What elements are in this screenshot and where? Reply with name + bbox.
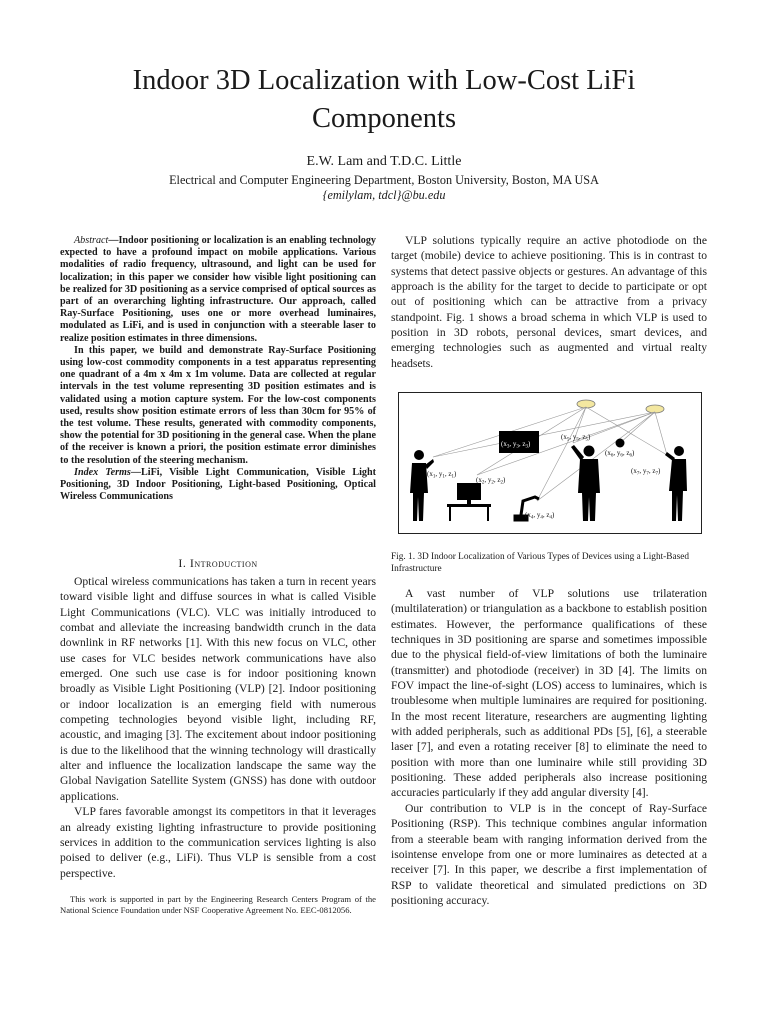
person-left-icon <box>410 450 434 521</box>
label-point-3: ($x_3$, $y_3$, $z_3$) <box>501 440 531 450</box>
luminaire-right <box>646 405 664 413</box>
right-paragraph-3: Our contribution to VLP is in the concept of Ray-Surface Positioning (RSP). This technique combines angular information from a steerable beam with ranging information derived from the isointense envelope from one or more luminaires as detected at a receiver [7]. In this paper, we describe a first implementation of RSP to validate theoretical and simulated predictions on 3D positioning accuracy. <box>391 801 707 907</box>
paper-title: Indoor 3D Localization with Low-Cost LiFi Components <box>132 65 636 134</box>
index-terms-label: Index Terms <box>74 466 131 478</box>
introduction-body <box>60 574 376 881</box>
right-column-top <box>391 233 707 371</box>
figure-1 <box>398 392 702 534</box>
right-paragraph-1: VLP solutions typically require an active photodiode on the target (mobile) device to achieve positioning. This is in contrast to systems that detect passive objects or gestures. An advantage of this approach is the ability for the target to decide to participate or opt out of positioning which can be attractive from a privacy standpoint. Fig. 1 shows a broad schema in which VLP is used to position in 3D robots, personal devices, smart devices, and emerging technologies such as augmented and virtual realty headsets. <box>391 234 707 370</box>
desk-with-monitor-icon <box>447 483 491 521</box>
footnote <box>60 894 376 915</box>
abstract-label: Abstract <box>74 235 109 246</box>
abstract-paragraph-2: In this paper, we build and demonstrate Ray-Surface Positioning using low-cost commodity components in a test apparatus representing one quadrant of a 4m x 4m x 1m volume. Data are collected at regular intervals in the test volume representing 3D position estimates and is validated using a motion capture system. For the low-cost components used, results show position estimate errors of less than 30cm for 95% of the test volume. These results, generated with commodity components, show the potential for 3D positioning in the general case. When the plane of the receiver is known a priori, the position estimate error diminishes to the resolution of the steering mechanism. <box>60 344 376 466</box>
luminaire-left <box>577 400 595 408</box>
figure-1-illustration <box>399 393 701 533</box>
intro-paragraph-1: Optical wireless communications has taken a turn in recent years toward visible light and diffuse sources in what is called Visible Light Communications (VLC). VLC was initially introduced to combat and alleviate the increasing bandwidth crunch in the data downlink in RF networks [1]. With this new focus on VLC, other use cases for VLC besides network communications have also emerged. One such use case is for indoor positioning known broadly as Visible Light Positioning (VLP) [2]. Indoor positioning or indoor localization is an emerging field with numerous competing technologies beyond visible light, including RF, acoustic, and imaging [3]. The excitement about indoor positioning is due to the likelihood that the winning technology will drastically alter and influence the localization landscape the same way the Global Navigation Satellite System (GNSS) has done with outdoor applications. <box>60 575 376 803</box>
footnote-text: This work is supported in part by the Engineering Research Centers Program of the National Science Foundation under NSF Cooperative Agreement No. EEC-0812056. <box>60 894 376 915</box>
section-heading-introduction <box>60 556 376 571</box>
figure-1-caption: Fig. 1. 3D Indoor Localization of Various Types of Devices using a Light-Based Infrastructure <box>391 552 689 574</box>
paper-authors: E.W. Lam and T.D.C. Little <box>306 154 462 169</box>
abstract-paragraph-1: Indoor positioning or localization is an enabling technology expected to have a profound impact on mobile applications. Various modalities of radio frequency, ultrasound, and light can be used for localization; in this paper we consider how visible light positioning can be realized for 3D positioning as a service comprised of optical sources as part of an overarching lighting infrastructure. Our approach, called Ray-Surface Positioning, uses one or more overhead luminaires, modulated as LiFi, and is used in conjunction with a steerable laser to realize position estimates in three dimensions. <box>60 235 376 344</box>
label-point-4: ($x_4$, $y_4$, $z_4$) <box>525 511 555 521</box>
index-terms: LiFi, Visible Light Communication, Visible Light Positioning, 3D Indoor Positioning, Light-based Positioning, Optical Wireless Communications <box>60 466 376 503</box>
section-number: I. <box>178 556 187 570</box>
intro-paragraph-2: VLP fares favorable amongst its competitors in that it leverages an already existing lighting infrastructure to provide positioning services in addition to the communication services lighting is also poised to deliver (e.g., LiFi). Thus VLP is sensible from a cost perspective. <box>60 805 376 880</box>
paper-email: {emilylam, tdcl}@bu.edu <box>322 188 446 202</box>
sphere-device <box>616 439 625 448</box>
paper-affiliation: Electrical and Computer Engineering Department, Boston University, Boston, MA USA <box>169 173 599 187</box>
label-point-1: ($x_1$, $y_1$, $z_1$) <box>427 470 457 480</box>
section-title: Introduction <box>189 556 258 570</box>
abstract: Abstract—Indoor positioning or localization is an enabling technology expected to have a profound impact on mobile applications. Various modalities of radio frequency, ultrasound, and light can be used for localization; in this paper we consider how visible light positioning can be realized for 3D positioning as a service comprised of optical sources as part of an overarching lighting infrastructure. Our approach, called Ray-Surface Positioning, uses one or more overhead luminaires, modulated as LiFi, and is used in conjunction with a steerable laser to realize position estimates in three dimensions. In this paper, we build and demonstrate Ray-Surface Positioning using low-cost commodity components in a test apparatus representing one quadrant of a 4m x 4m x 1m volume. Data are collected at regular intervals in the test volume representing 3D position estimates and is validated using a motion capture system. For the low-cost components used, results show position estimate errors of less than 30cm for 95% of the test volume. These results, generated with commodity components, show the potential for 3D positioning in the general case. When the plane of the receiver is known a priori, the position estimate error diminishes to the resolution of the steering mechanism. Index Terms—LiFi, Visible Light Communication, Visible Light Positioning, 3D Indoor Positioning, Light-based Positioning, Optical Wireless Communications <box>60 235 376 503</box>
right-paragraph-2: A vast number of VLP solutions use trilateration (multilateration) or triangulation as a backbone to establish position estimates. However, the performance qualifications of these techniques in 3D positioning are sparse and sometimes impossible due to the physical field-of-view limitations of both the luminaire (transmitter) and photodiode (receiver) in 3D [4]. The limits on FOV impact the line-of-sight (LOS) access to luminaires, which is troublesome when multiple luminaires are required for positioning. In the most recent literature, researchers are augmenting lighting with added peripherals, such as additional PDs [5], [6], a steerable laser [7], and even a rotating receiver [8] to eliminate the need to position with more than one luminaire while still providing 3D positioning. These added peripherals also increase positioning accuracies particularly if they add angular diversity [4]. <box>391 587 707 800</box>
label-point-2: ($x_2$, $y_2$, $z_2$) <box>476 476 506 486</box>
right-column-bottom <box>391 586 707 908</box>
label-point-7: ($x_7$, $y_7$, $z_7$) <box>631 467 661 477</box>
label-point-6: ($x_6$, $y_6$, $z_6$) <box>605 449 635 459</box>
person-right-icon <box>665 446 687 521</box>
label-point-5: ($x_5$, $y_5$, $z_5$) <box>561 433 591 443</box>
